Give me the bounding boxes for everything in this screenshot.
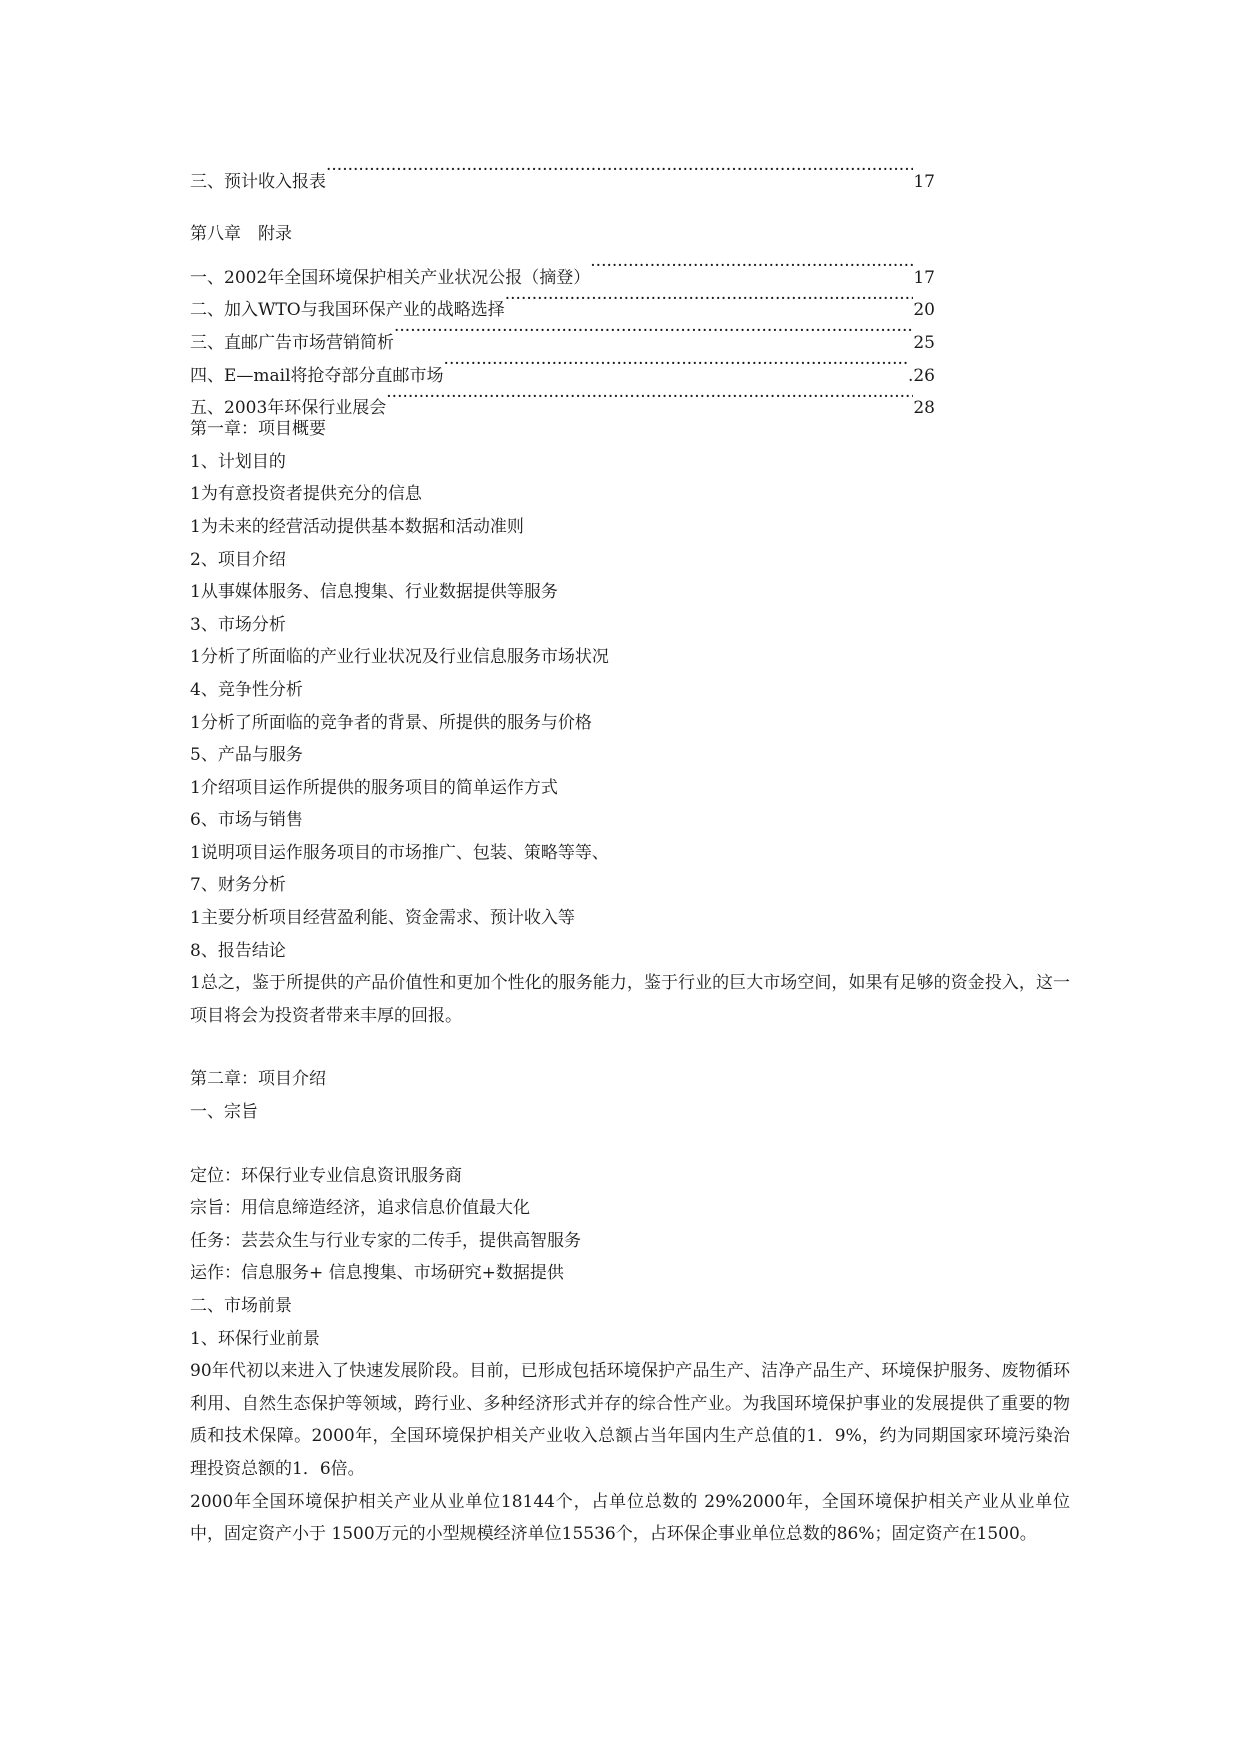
toc-leader-dots	[326, 154, 913, 187]
spacer	[190, 1032, 1070, 1063]
toc-entry	[190, 154, 935, 192]
text-line: 1主要分析项目经营盈利能、资金需求、预计收入等	[190, 908, 575, 929]
text-line: 1、计划目的	[190, 451, 286, 472]
text-line: 任务：芸芸众生与行业专家的二传手，提供高智服务	[190, 1230, 581, 1251]
spacer	[190, 1129, 1070, 1160]
text-line: 5、产品与服务	[190, 745, 303, 766]
toc-leader-dots	[505, 283, 914, 316]
toc-entry-page: 17	[913, 171, 935, 192]
text-line: 3、市场分析	[190, 614, 286, 635]
toc-entry-page: 25	[913, 332, 935, 353]
toc-entry-title: 五、2003年环保行业展会	[190, 398, 387, 419]
toc-entry-page: 20	[913, 300, 935, 321]
toc-entry-title: 二、加入WTO与我国环保产业的战略选择	[190, 300, 505, 321]
document-page	[190, 154, 1070, 1551]
text-line: 定位：环保行业专业信息资讯服务商	[190, 1165, 462, 1186]
text-line: 1介绍项目运作所提供的服务项目的简单运作方式	[190, 777, 558, 798]
text-line: 1从事媒体服务、信息搜集、行业数据提供等服务	[190, 582, 558, 603]
toc-entry-page: 28	[913, 398, 935, 419]
text-line: 6、市场与销售	[190, 810, 303, 831]
body-paragraph: 90年代初以来进入了快速发展阶段。目前，已形成包括环境保护产品生产、洁净产品生产、环境保护服务、废物循环利用、自然生态保护等领域，跨行业、多种经济形式并存的综合性产业。为我国环境保护事业的发展提供了重要的物质和技术保障。2000年，全国环境保护相关产业收入总额占当年国内生产总值的1．9%，约为同期国家环境污染治理投资总额的1．6倍。	[190, 1361, 1070, 1479]
chapter2-heading: 第二章：项目介绍	[190, 1069, 326, 1090]
text-line: 1为有意投资者提供充分的信息	[190, 484, 422, 505]
text-line: 7、财务分析	[190, 875, 286, 896]
text-line: 1说明项目运作服务项目的市场推广、包装、策略等等、	[190, 842, 609, 863]
toc-entry-title: 一、2002年全国环境保护相关产业状况公报（摘登）	[190, 267, 591, 288]
toc-entry	[190, 250, 935, 288]
toc-entry-title: 三、预计收入报表	[190, 171, 326, 192]
toc-leader-dots	[386, 381, 913, 414]
text-line: 4、竞争性分析	[190, 679, 303, 700]
chapter1-heading: 第一章：项目概要	[190, 419, 326, 440]
body-paragraph: 2000年全国环境保护相关产业从业单位18144个，占单位总数的 29%2000年，全国环境保护相关产业从业单位中，固定资产小于 1500万元的小型规模经济单位15536个，占环保企事业单位总数的86%；固定资产在1500。	[190, 1491, 1070, 1545]
text-line: 1分析了所面临的产业行业状况及行业信息服务市场状况	[190, 647, 609, 668]
toc-leader-dots	[590, 250, 913, 283]
toc-leader-dots	[444, 348, 908, 381]
conclusion-paragraph: 1总之，鉴于所提供的产品价值性和更加个性化的服务能力，鉴于行业的巨大市场空间，如果有足够的资金投入，这一项目将会为投资者带来丰厚的回报。	[190, 973, 1070, 1026]
text-line: 运作：信息服务+ 信息搜集、市场研究+数据提供	[190, 1263, 564, 1284]
text-line: 宗旨：用信息缔造经济，追求信息价值最大化	[190, 1198, 530, 1219]
text-line: 1为未来的经营活动提供基本数据和活动准则	[190, 516, 524, 537]
toc-entry-page: 17	[913, 267, 935, 288]
text-line: 8、报告结论	[190, 940, 286, 961]
toc-entry-title: 四、E—mail将抢夺部分直邮市场	[190, 365, 444, 386]
text-line: 2、项目介绍	[190, 549, 286, 570]
toc-entry-title: 三、直邮广告市场营销简析	[190, 332, 394, 353]
toc-entry-page: .26	[907, 365, 935, 386]
section-heading: 二、市场前景	[190, 1296, 292, 1316]
text-line: 1分析了所面临的竞争者的背景、所提供的服务与价格	[190, 712, 592, 733]
appendix-heading: 第八章 附录	[190, 223, 292, 244]
section-heading: 一、宗旨	[190, 1102, 258, 1123]
subsection-heading: 1、环保行业前景	[190, 1328, 320, 1349]
toc-leader-dots	[394, 315, 913, 348]
